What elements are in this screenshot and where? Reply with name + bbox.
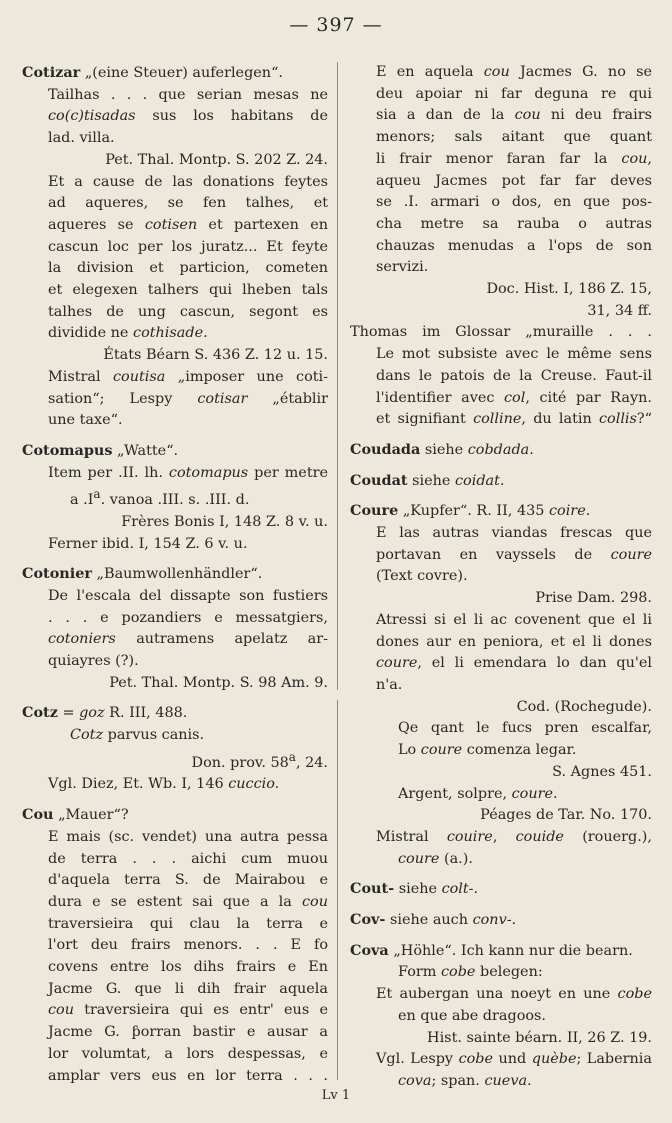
text-line: cou traversieira qui es entr' eus e <box>48 1002 328 1019</box>
text-line: E mais (sc. vendet) una autra pessa <box>48 828 328 845</box>
headword: Coure <box>350 502 399 520</box>
headword: Coudat <box>350 471 408 489</box>
headword-gloss: „(eine Steuer) auferlegen“. <box>80 65 283 81</box>
text-line: ad aqueres, se fen talhes, et <box>48 195 328 212</box>
headword-gloss: „Höhle“. Ich kann nur die bearn. <box>388 942 633 959</box>
headword: Cou <box>22 806 54 824</box>
text-line: coure (a.). <box>398 850 473 867</box>
headword: Cotizar <box>22 64 81 81</box>
text-line: dura e se estent sai que a la cou <box>48 893 328 910</box>
text-line: se .I. armari o dos, en que pos- <box>376 194 652 211</box>
column-divider <box>337 62 338 690</box>
text-line: aqueres se cotisen et partexen en <box>48 216 328 233</box>
entry-headword-line <box>350 909 652 932</box>
text-line: la division et particion, cometen <box>48 260 328 277</box>
text-line: cascun loc per los juratz... Et feyte <box>48 238 328 255</box>
headword-gloss: „Mauer“? <box>53 807 129 824</box>
text-line: De l'escala del dissapte son fustiers <box>48 587 328 604</box>
text-line: Item per .II. lh. cotomapus per metre <box>48 464 328 481</box>
entry-headword-line <box>22 563 328 586</box>
text-line: Mistral couire, couide (rouerg.), <box>376 828 652 845</box>
text-line: dones aur en peniora, et el li dones <box>376 633 652 650</box>
entry-headword-line <box>22 440 328 463</box>
headword-gloss: „Watte“. <box>112 442 179 459</box>
text-line: l'ort deu frairs menors. . . E fo <box>48 937 328 954</box>
text-line: chauzas menudas a l'ops de son <box>376 237 652 254</box>
text-line: Vgl. Lespy cobe und quèbe; Labernia <box>376 1051 652 1068</box>
citation-line: Pet. Thal. Montp. S. 98 Am. 9. <box>109 674 328 691</box>
headword-gloss: „Kupfer“. R. II, 435 coire. <box>398 503 591 520</box>
text-line: Et a cause de las donations feytes <box>48 173 328 190</box>
text-line: dans le patois de la Creuse. Faut-il <box>376 367 652 384</box>
citation-line: 31, 34 ff. <box>587 302 652 319</box>
text-line: talhes de ung cascun, segont es <box>48 303 328 320</box>
entry-headword-line <box>350 940 652 963</box>
text-line: Form cobe belegen: <box>398 964 543 981</box>
entry-headword-line <box>22 702 328 725</box>
text-line: E las autras viandas frescas que <box>376 525 652 542</box>
text-line: menors; sals aitant que quant <box>376 129 652 146</box>
text-line: n'a. <box>376 676 403 693</box>
text-line: amplar vers eus en lor terra . . . <box>48 1067 328 1084</box>
citation-line: Frères Bonis I, 148 Z. 8 v. u. <box>121 513 328 530</box>
text-line: sia a dan de la cou ni deu frairs <box>376 107 652 124</box>
text-line: a $.I^a$. vanoa .III. s. .III. d. <box>70 487 250 509</box>
text-line: sation“; Lespy cotisar „établir <box>48 390 328 407</box>
headword-gloss: siehe cobdada. <box>420 441 534 458</box>
headword-gloss: = goz R. III, 488. <box>57 705 188 722</box>
text-line: Tailhas . . . que serian mesas ne <box>48 86 328 103</box>
text-line: traversieira qui clau la terra e <box>48 915 328 932</box>
page-number: — 397 — <box>289 14 383 36</box>
text-line: Lo coure comenza legar. <box>398 742 577 759</box>
headword: Cout- <box>350 880 395 898</box>
citation-line: Doc. Hist. I, 186 Z. 15, <box>486 281 652 298</box>
headword-gloss: siehe coidat. <box>407 472 505 489</box>
column-divider-lower <box>337 700 338 1080</box>
text-line: dividide ne cothisade. <box>48 325 208 342</box>
text-line: Mistral coutisa „imposer une coti- <box>48 368 328 385</box>
text-line: (Text covre). <box>376 568 468 585</box>
citation-line: Don. prov. 58$^a$, 24. <box>191 749 328 771</box>
text-line: Jacme G. que li dih frair aquela <box>48 980 328 997</box>
citation-line: Cod. (Rochegude). <box>516 698 652 715</box>
text-line: Ferner ibid. I, 154 Z. 6 v. u. <box>48 535 248 552</box>
text-line: et signifiant colline, du latin collis?“ <box>376 411 652 428</box>
signature-mark: Lv 1 <box>321 1088 351 1103</box>
citation-line: États Béarn S. 436 Z. 12 u. 15. <box>103 347 328 364</box>
text-line: Atressi si el li ac covenent que el li <box>376 611 652 628</box>
citation-line: Péages de Tar. No. 170. <box>480 807 652 824</box>
text-line: en que abe dragoos. <box>398 1007 546 1024</box>
headword: Cotomapus <box>22 441 113 459</box>
entry-headword-line <box>22 62 328 85</box>
text-line: Et aubergan una noeyt en une cobe <box>376 986 652 1003</box>
headword: Cova <box>350 941 389 959</box>
text-line: Le mot subsiste avec le même sens <box>376 346 652 363</box>
citation-line: S. Agnes 451. <box>552 763 652 780</box>
text-line: Vgl. Diez, Et. Wb. I, 146 cuccio. <box>48 776 280 793</box>
citation-line: Pet. Thal. Montp. S. 202 Z. 24. <box>105 151 328 168</box>
text-line: co(c)tisadas sus los habitans de <box>48 108 328 125</box>
headword-gloss: „Baumwollenhändler“. <box>91 566 263 583</box>
headword: Coudada <box>350 440 421 458</box>
text-line: quiayres (?). <box>48 653 139 670</box>
text-line: aqueu Jacmes pot far far deves <box>376 172 652 189</box>
text-line: deu apoiar ni far deguna re qui <box>376 85 652 102</box>
headword: Cov- <box>350 911 386 929</box>
text-line: . . . e pozandiers e messatgiers, <box>48 609 328 626</box>
text-line: d'aquela terra S. de Mairabou e <box>48 872 328 889</box>
text-line: portavan en vayssels de coure <box>376 546 652 563</box>
headword-gloss: siehe auch conv-. <box>385 912 517 929</box>
text-line: de terra . . . aichi cum muou <box>48 850 328 867</box>
entry-headword-line <box>350 500 652 523</box>
text-line: l'identifier avec col, cité par Rayn. <box>376 389 652 406</box>
text-line: covens entre los dihs frairs e En <box>48 959 328 976</box>
text-line: Qe qant le fucs pren escalfar, <box>398 720 652 737</box>
text-line: Cotz parvus canis. <box>70 727 205 744</box>
text-line: lor volumtat, a lors despessas, e <box>48 1045 328 1062</box>
text-line: Jacme G. ƥorran bastir e ausar a <box>48 1024 328 1041</box>
text-line: cova; span. cueva. <box>398 1072 532 1089</box>
text-line: cha metre sa rauba o autras <box>376 215 652 232</box>
text-line: coure, el li emendara lo dan qu'el <box>376 655 652 672</box>
entry-headword-line <box>22 804 328 827</box>
text-line: Argent, solpre, coure. <box>398 785 558 802</box>
text-line: servizi. <box>376 259 429 276</box>
citation-line: Prise Dam. 298. <box>535 590 652 607</box>
right-column <box>350 62 652 1093</box>
headword: Cotz <box>22 704 58 722</box>
text-line: li frair menor faran far la cou, <box>376 150 652 167</box>
citation-line: Hist. sainte béarn. II, 26 Z. 19. <box>427 1029 652 1046</box>
text-line: et elegexen talhers qui lheben tals <box>48 282 328 299</box>
entry-headword-line <box>350 439 652 462</box>
text-line: cotoniers autramens apelatz ar- <box>48 631 328 648</box>
text-line: lad. villa. <box>48 130 115 147</box>
text-line: une taxe“. <box>48 412 123 429</box>
headword: Cotonier <box>22 565 92 583</box>
text-line: Thomas im Glossar „muraille . . . <box>350 324 652 341</box>
left-column <box>22 62 328 1087</box>
entry-headword-line <box>350 470 652 493</box>
text-line: E en aquela cou Jacmes G. no se <box>376 64 652 80</box>
headword-gloss: siehe colt-. <box>394 881 479 898</box>
entry-headword-line <box>350 878 652 901</box>
